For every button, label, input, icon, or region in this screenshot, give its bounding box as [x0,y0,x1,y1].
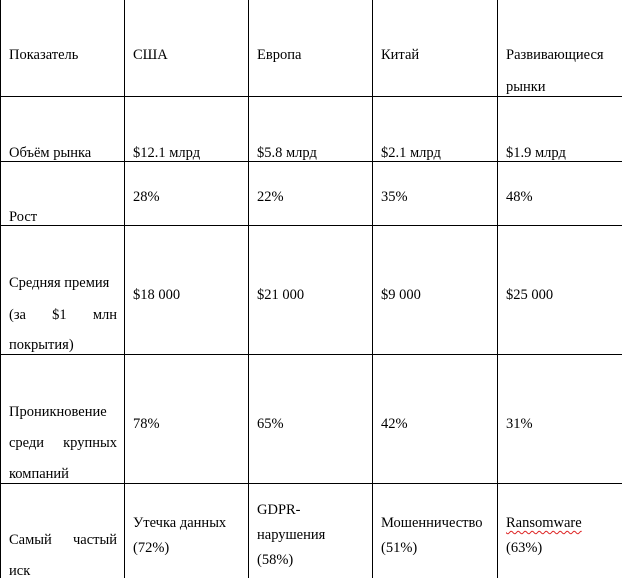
column-divider [372,0,373,578]
header-usa: США [133,47,168,63]
cell-china: 42% [381,416,408,432]
header-emerging-line1: Развивающиеся [506,47,604,63]
label-word: млн [92,307,117,323]
column-divider [248,0,249,578]
cell-emerging-line1-spellcheck: Ransomware [506,515,582,531]
cell-europe: $21 000 [257,287,305,303]
row-label-average-premium-line1: Средняя премия [9,275,110,291]
row-label-growth: Рост [9,209,38,225]
cell-usa-line1: Утечка данных [133,515,227,531]
cell-emerging: 31% [506,416,533,432]
cell-europe: 22% [257,189,284,205]
row-divider [0,225,622,226]
row-label-market-volume: Объём рынка [9,145,92,161]
label-word: (за [9,307,26,323]
row-divider [0,483,622,484]
row-label-average-premium-line2 [9,305,117,325]
column-divider [497,0,498,578]
cell-emerging: 48% [506,189,533,205]
header-indicator: Показатель [9,47,79,63]
cell-europe: 65% [257,416,284,432]
header-europe: Европа [257,47,302,63]
table-border-left [0,0,1,578]
header-emerging-line2: рынки [506,79,546,95]
cell-usa-line2: (72%) [133,540,170,556]
cell-europe-line2: нарушения [257,527,326,543]
header-china: Китай [381,47,420,63]
row-divider [0,354,622,355]
cell-europe-line1: GDPR- [257,502,301,518]
label-word: $1 [52,307,67,323]
cell-emerging: $1.9 млрд [506,145,566,161]
column-divider [124,0,125,578]
row-label-penetration-line1: Проникновение [9,404,107,420]
cell-china: $2.1 млрд [381,145,441,161]
label-word: Самый [9,532,52,548]
cell-usa: 78% [133,416,160,432]
label-word: крупных [63,435,117,451]
row-label-frequent-claim-line2: иск [9,563,31,579]
label-word: частый [72,532,117,548]
cell-usa: $18 000 [133,287,181,303]
cell-china: $9 000 [381,287,421,303]
cell-china: 35% [381,189,408,205]
cell-usa: $12.1 млрд [133,145,201,161]
row-label-penetration-line2 [9,433,117,453]
row-label-frequent-claim-line1 [9,530,117,550]
cell-emerging: $25 000 [506,287,554,303]
cell-europe: $5.8 млрд [257,145,317,161]
cell-usa: 28% [133,189,160,205]
label-word: среди [9,435,45,451]
cell-china-line2: (51%) [381,540,418,556]
cell-europe-line3: (58%) [257,552,294,568]
cell-emerging-line2: (63%) [506,540,543,556]
cell-china-line1: Мошенничество [381,515,483,531]
row-label-average-premium-line3: покрытия) [9,337,74,353]
row-label-penetration-line3: компаний [9,466,69,482]
